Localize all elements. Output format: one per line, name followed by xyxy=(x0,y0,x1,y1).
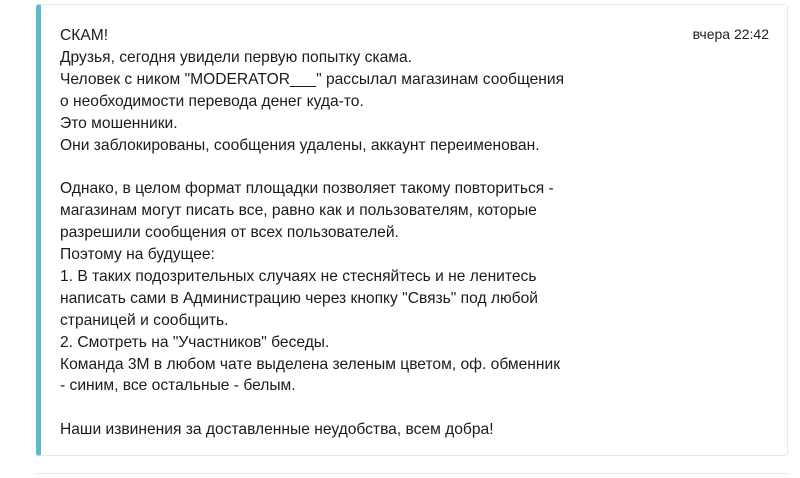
divider xyxy=(36,473,788,474)
message-line: 2. Смотреть на "Участников" беседы. xyxy=(60,333,330,351)
message-line: Однако, в целом формат площадки позволяет такому повториться - xyxy=(60,180,554,198)
message-line: 1. В таких подозрительных случаях не стесняйтесь и не ленитесь xyxy=(60,267,537,285)
message-line: - синим, все остальные - белым. xyxy=(60,377,296,395)
message-line: Человек с ником "MODERATOR___" рассылал магазинам сообщения xyxy=(60,70,565,88)
message-line: о необходимости перевода денег куда-то. xyxy=(60,92,364,110)
message-line: разрешили сообщения от всех пользователей. xyxy=(60,224,399,242)
message-line: Это мошенники. xyxy=(60,114,178,132)
message-line: Они заблокированы, сообщения удалены, аккаунт переименован. xyxy=(60,136,540,154)
message-line: магазинам могут писать все, равно как и пользователям, которые xyxy=(60,202,537,220)
message-line: Друзья, сегодня увидели первую попытку скама. xyxy=(60,48,413,66)
paragraph-gap xyxy=(60,156,660,178)
message-title: СКАМ! xyxy=(60,27,109,44)
message-card xyxy=(36,4,788,456)
message-line: Поэтому на будущее: xyxy=(60,246,215,264)
message-line: страницей и сообщить. xyxy=(60,311,229,329)
message-line: Команда 3М в любом чате выделена зеленым цветом, оф. обменник xyxy=(60,355,561,373)
message-line: написать сами в Администрацию через кнопку "Связь" под любой xyxy=(60,289,538,307)
message-line: Наши извинения за доставленные неудобства, всем добра! xyxy=(60,421,494,439)
message-body xyxy=(60,25,660,441)
paragraph-gap xyxy=(60,397,660,419)
message-timestamp: вчера 22:42 xyxy=(692,26,769,42)
